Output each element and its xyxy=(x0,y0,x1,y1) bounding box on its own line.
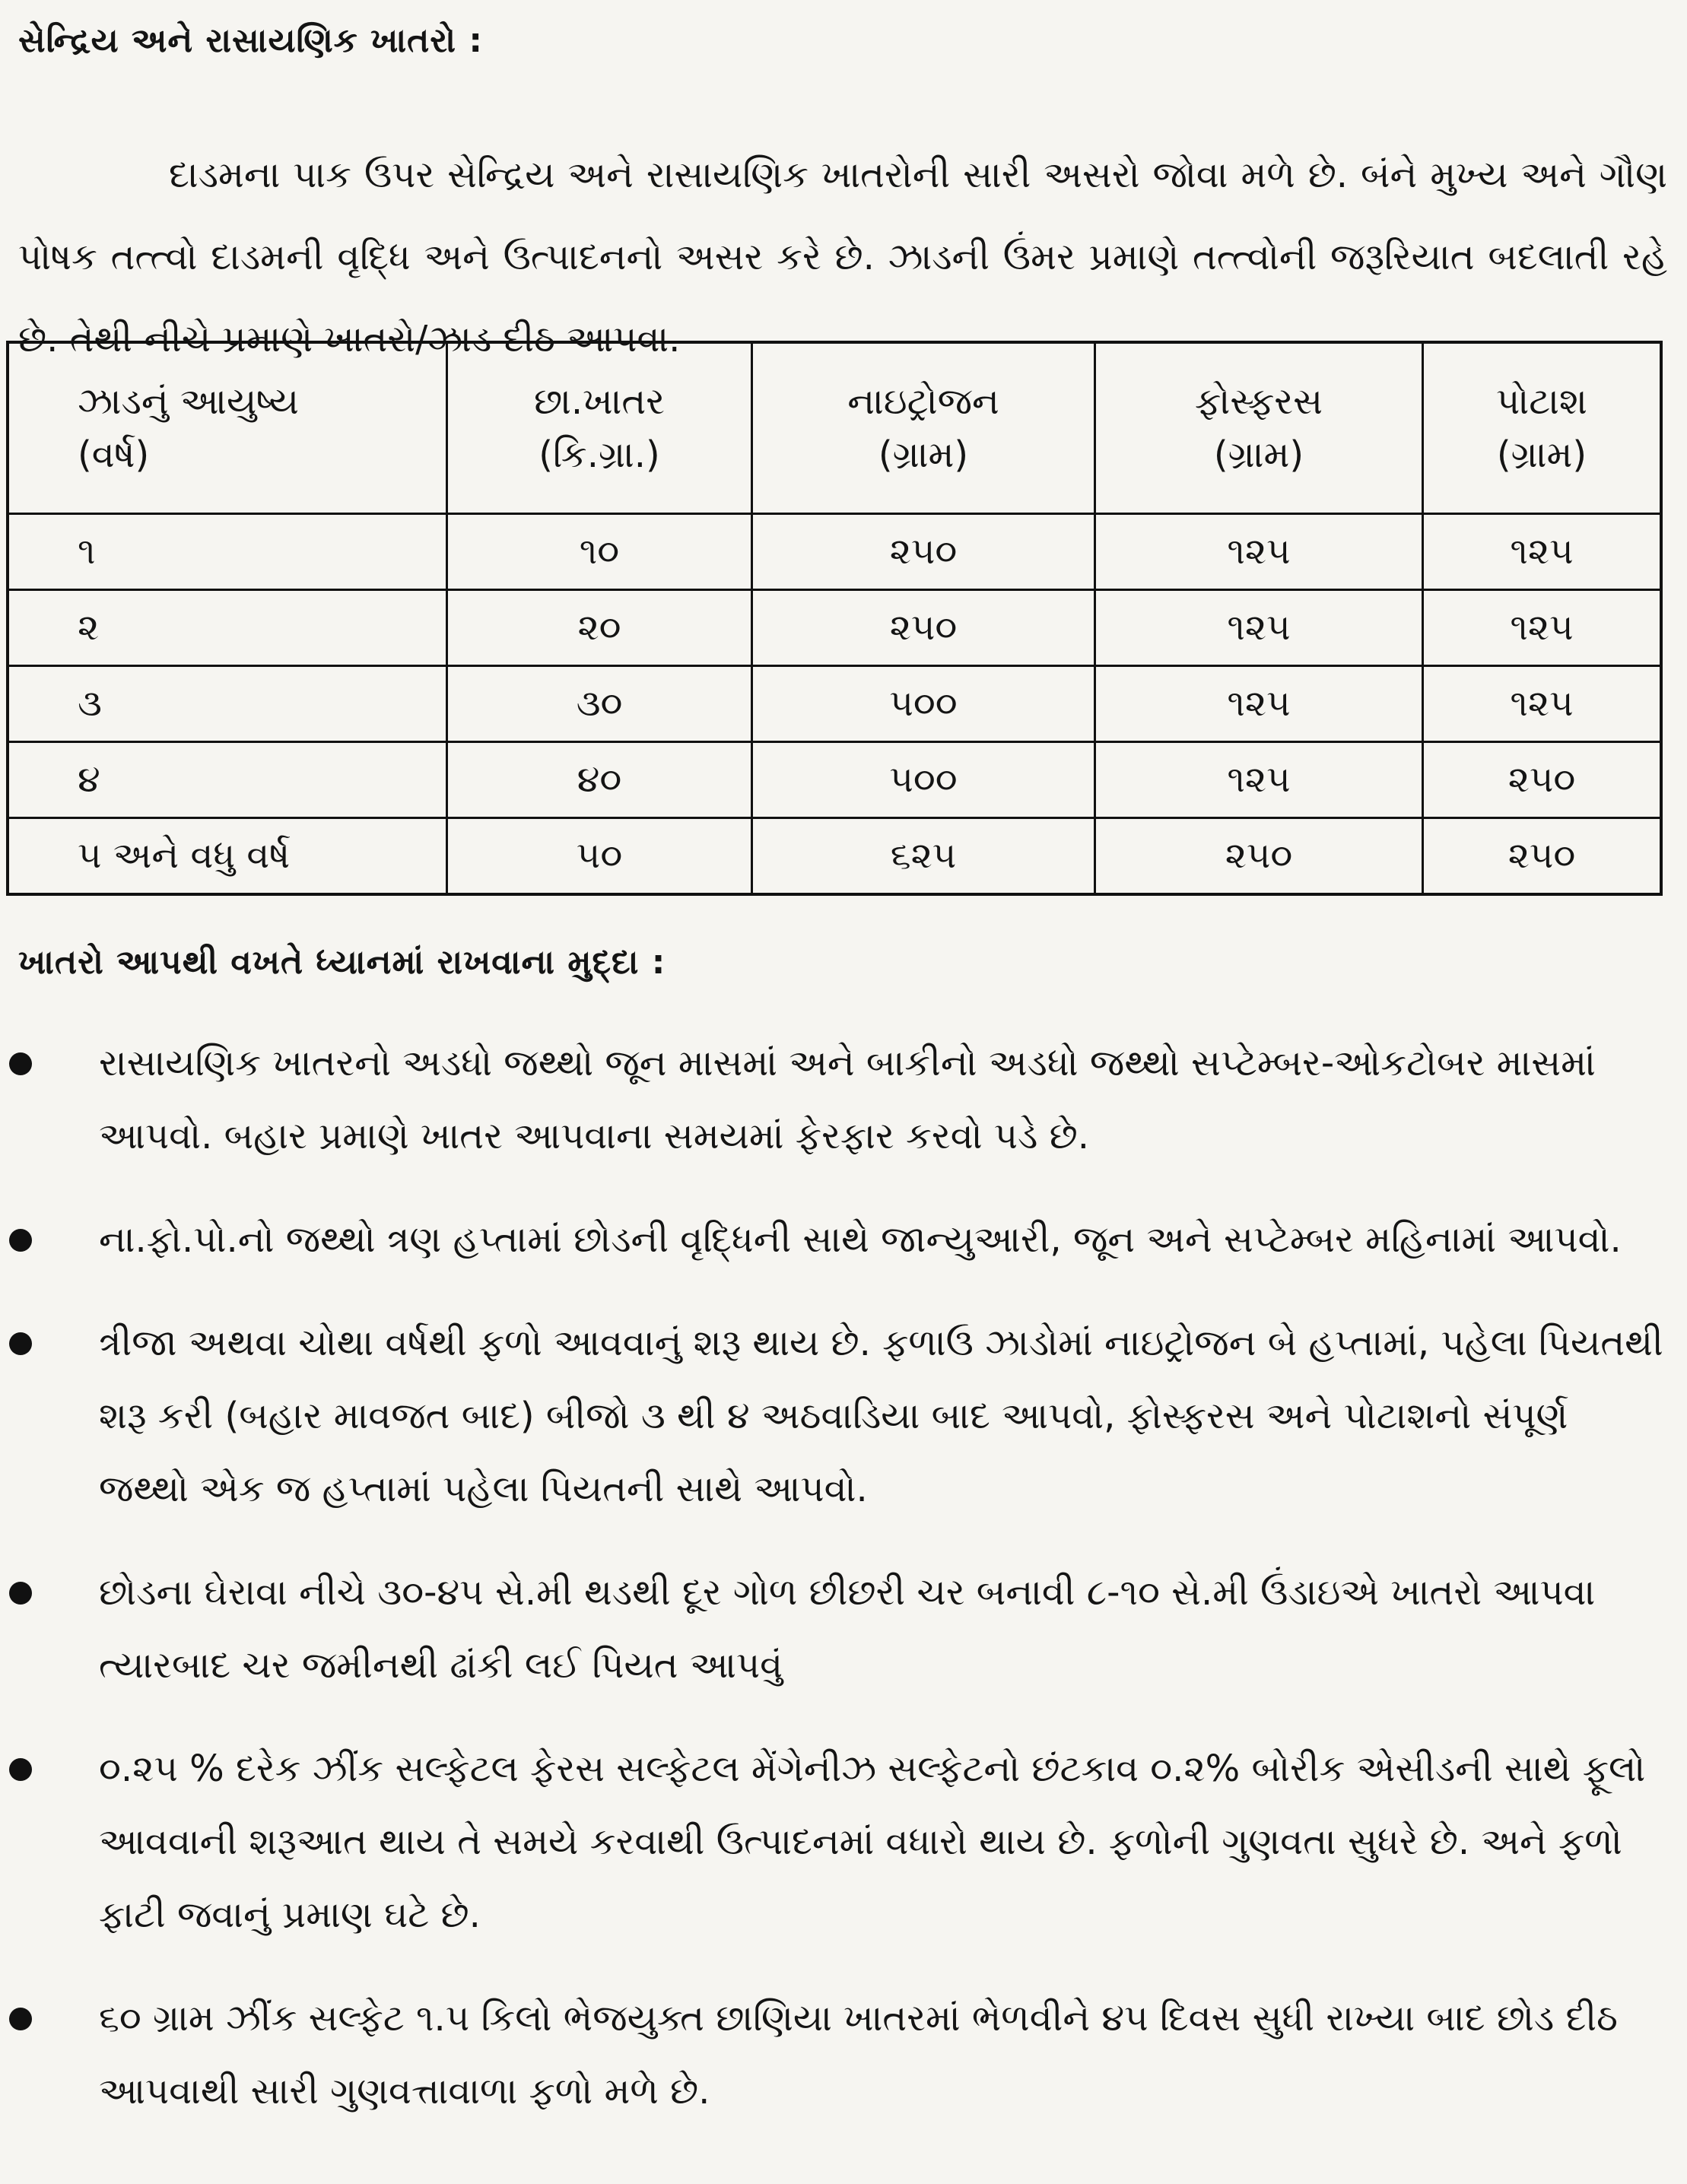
header-label: પોટાશ xyxy=(1496,380,1587,423)
point-text: ૦.૨૫ % દરેક ઝીંક સલ્ફેટલ ફેરસ સલ્ફેટલ મેંગેનીઝ સલ્ફેટનો છંટકાવ ૦.૨% બોરીક એસીડની સાથે ફૂલો આવવાની શરૂઆત થાય તે સમયે કરવાથી ઉત્પાદનમાં વધારો થાય છે. ફળોની ગુણવતા સુધરે છે. અને ફળો ફાટી જવાનું પ્રમાણ ઘટે છે. xyxy=(99,1748,1646,1936)
cell-age: ૩ xyxy=(8,666,447,742)
points-list xyxy=(0,1027,1687,2158)
header-manure xyxy=(447,342,752,514)
header-label: નાઇટ્રોજન xyxy=(847,380,999,423)
point-text: ૬૦ ગ્રામ ઝીંક સલ્ફેટ ૧.૫ કિલો ભેજયુક્ત છાણિયા ખાતરમાં ભેળવીને ૪૫ દિવસ સુધી રાખ્યા બાદ છોડ દીઠ આપવાથી સારી ગુણવત્તાવાળા ફળો મળે છે. xyxy=(99,1997,1618,2113)
point-text: ત્રીજા અથવા ચોથા વર્ષથી ફળો આવવાનું શરૂ થાય છે. ફળાઉ ઝાડોમાં નાઇટ્રોજન બે હપ્તામાં, પહેલા પિયતથી શરૂ કરી (બહાર માવજત બાદ) બીજો ૩ થી ૪ અઠવાડિયા બાદ આપવો, ફોસ્ફરસ અને પોટાશનો સંપૂર્ણ જથ્થો એક જ હપ્તામાં પહેલા પિયતની સાથે આપવો. xyxy=(99,1322,1663,1510)
cell-nitrogen: ૫૦૦ xyxy=(752,666,1095,742)
header-unit: (ગ્રામ) xyxy=(1496,433,1587,476)
header-phosphorus xyxy=(1095,342,1423,514)
header-unit: (ગ્રામ) xyxy=(1213,433,1304,476)
bullet-icon xyxy=(9,1052,32,1075)
bullet-icon xyxy=(9,1332,32,1355)
list-item xyxy=(99,1203,1669,1276)
point-text: ના.ફો.પો.નો જથ્થો ત્રણ હપ્તામાં છોડની વૃદ્ધિની સાથે જાન્યુઆરી, જૂન અને સપ્ટેમ્બર મહિનામાં આપવો. xyxy=(99,1218,1622,1261)
bullet-icon xyxy=(9,1582,32,1605)
table-header-row xyxy=(8,342,1661,514)
cell-potash: ૧૨૫ xyxy=(1423,514,1662,590)
header-unit: (વર્ષ) xyxy=(78,433,150,476)
list-item xyxy=(99,1982,1669,2128)
table-row xyxy=(8,818,1661,895)
cell-nitrogen: ૨૫૦ xyxy=(752,590,1095,666)
header-unit: (કિ.ગ્રા.) xyxy=(539,433,660,476)
header-unit: (ગ્રામ) xyxy=(878,433,969,476)
table-row xyxy=(8,514,1661,590)
points-heading: ખાતરો આપથી વખતે ધ્યાનમાં રાખવાના મુદ્દા : xyxy=(18,943,666,982)
cell-phosphorus: ૧૨૫ xyxy=(1095,514,1423,590)
cell-manure: ૫૦ xyxy=(447,818,752,895)
header-potash xyxy=(1423,342,1662,514)
cell-age: ૪ xyxy=(8,742,447,818)
fertilizer-table xyxy=(6,341,1663,896)
bullet-icon xyxy=(9,1229,32,1252)
list-item xyxy=(99,1732,1669,1951)
cell-potash: ૨૫૦ xyxy=(1423,818,1662,895)
cell-age: ૫ અને વધુ વર્ષ xyxy=(8,818,447,895)
cell-manure: ૪૦ xyxy=(447,742,752,818)
table-row xyxy=(8,742,1661,818)
cell-nitrogen: ૬૨૫ xyxy=(752,818,1095,895)
cell-potash: ૧૨૫ xyxy=(1423,666,1662,742)
table-row xyxy=(8,590,1661,666)
cell-phosphorus: ૧૨૫ xyxy=(1095,742,1423,818)
cell-phosphorus: ૧૨૫ xyxy=(1095,666,1423,742)
cell-manure: ૧૦ xyxy=(447,514,752,590)
cell-phosphorus: ૨૫૦ xyxy=(1095,818,1423,895)
cell-potash: ૧૨૫ xyxy=(1423,590,1662,666)
header-tree-age xyxy=(8,342,447,514)
cell-phosphorus: ૧૨૫ xyxy=(1095,590,1423,666)
header-label: છા.ખાતર xyxy=(534,380,665,423)
point-text: રાસાયણિક ખાતરનો અડધો જથ્થો જૂન માસમાં અને બાકીનો અડધો જથ્થો સપ્ટેમ્બર-ઓકટોબર માસમાં આપવો. બહાર પ્રમાણે ખાતર આપવાના સમયમાં ફેરફાર કરવો પડે છે. xyxy=(99,1042,1596,1157)
header-label: ફોસ્ફરસ xyxy=(1194,380,1323,423)
cell-manure: ૩૦ xyxy=(447,666,752,742)
cell-age: ૨ xyxy=(8,590,447,666)
intro-paragraph: દાડમના પાક ઉપર સેન્દ્રિય અને રાસાયણિક ખાતરોની સારી અસરો જોવા મળે છે. બંને મુખ્ય અને ગૌણ પોષક તત્ત્વો દાડમની વૃદ્ધિ અને ઉત્પાદનનો અસર કરે છે. ઝાડની ઉંમર પ્રમાણે તત્ત્વોની જરૂરિયાત બદલાતી રહે છે. તેથી નીચે પ્રમાણે ખાતરો/ઝાડ દીઠ આપવા. xyxy=(18,154,1667,360)
cell-potash: ૨૫૦ xyxy=(1423,742,1662,818)
point-text: છોડના ઘેરાવા નીચે ૩૦-૪૫ સે.મી થડથી દૂર ગોળ છીછરી ચર બનાવી ૮-૧૦ સે.મી ઉંડાઇએ ખાતરો આપવા ત્યારબાદ ચર જમીનથી ઢાંકી લઈ પિયત આપવું xyxy=(99,1571,1596,1687)
section-heading: સેન્દ્રિય અને રાસાયણિક ખાતરો : xyxy=(18,21,483,60)
header-nitrogen xyxy=(752,342,1095,514)
list-item xyxy=(99,1556,1669,1702)
bullet-icon xyxy=(9,2008,32,2030)
table-row xyxy=(8,666,1661,742)
cell-nitrogen: ૨૫૦ xyxy=(752,514,1095,590)
cell-manure: ૨૦ xyxy=(447,590,752,666)
cell-nitrogen: ૫૦૦ xyxy=(752,742,1095,818)
list-item xyxy=(99,1306,1669,1525)
list-item xyxy=(99,1027,1669,1173)
bullet-icon xyxy=(9,1758,32,1781)
cell-age: ૧ xyxy=(8,514,447,590)
header-label: ઝાડનું આયુષ્ય xyxy=(78,380,299,423)
